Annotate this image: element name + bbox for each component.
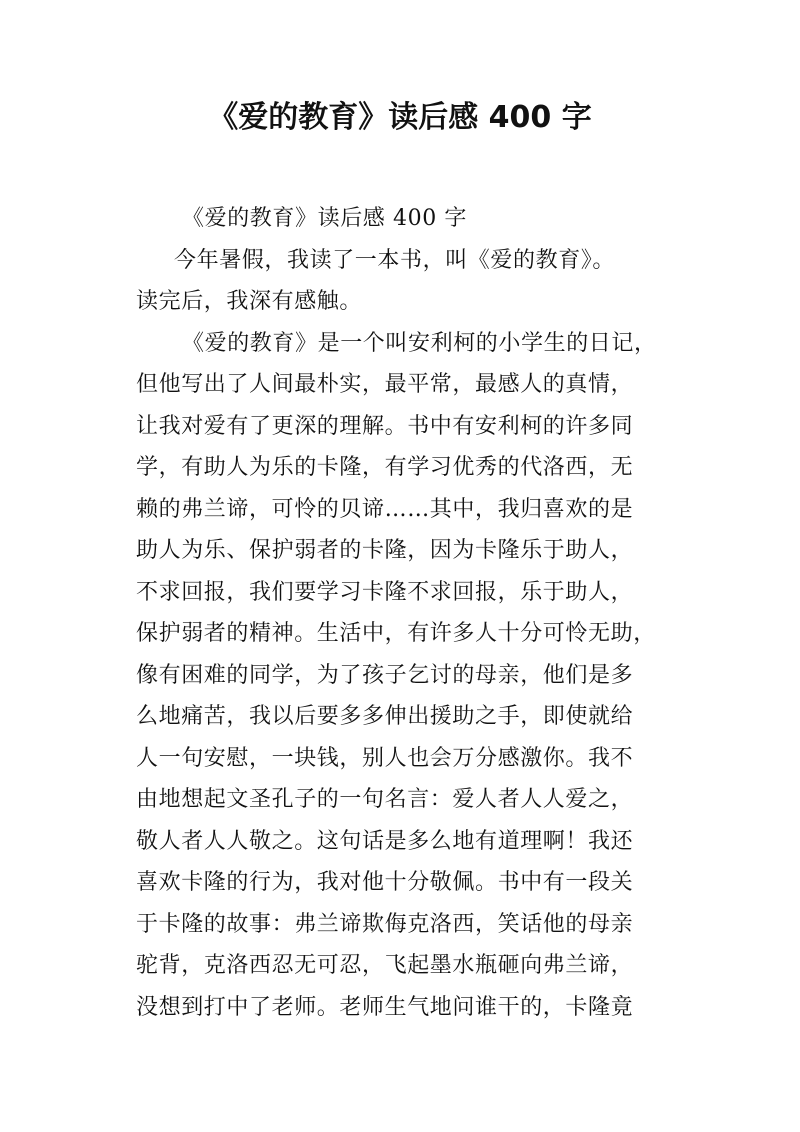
paragraph-2-line-7: 不求回报，我们要学习卡隆不求回报，乐于助人， [136, 579, 634, 605]
body-subtitle-line: 《爱的教育》读后感 400 字 [182, 206, 467, 231]
paragraph-2-line-3: 让我对爱有了更深的理解。书中有安利柯的许多同 [136, 413, 634, 439]
document-body [136, 198, 696, 1028]
paragraph-2-line-12: 由地想起文圣孔子的一句名言：爱人者人人爱之， [136, 787, 634, 812]
paragraph-1-line-1: 今年暑假，我读了一本书，叫《爱的教育》。 [174, 247, 616, 273]
paragraph-2-line-11: 人一句安慰，一块钱，别人也会万分感激你。我不 [136, 745, 634, 771]
paragraph-2-line-13: 敬人者人人敬之。这句话是多么地有道理啊！我还 [136, 828, 634, 854]
paragraph-2-line-6: 助人为乐、保护弱者的卡隆，因为卡隆乐于助人， [136, 538, 634, 563]
paragraph-2-line-15: 于卡隆的故事：弗兰谛欺侮克洛西，笑话他的母亲 [136, 911, 634, 937]
paragraph-2-line-17: 没想到打中了老师。老师生气地问谁干的，卡隆竟 [136, 994, 634, 1020]
paragraph-1-line-2: 读完后，我深有感触。 [136, 289, 363, 314]
paragraph-2-line-2: 但他写出了人间最朴实，最平常，最感人的真情， [136, 372, 634, 397]
paragraph-2-line-5: 赖的弗兰谛，可怜的贝谛……其中，我归喜欢的是 [136, 496, 634, 522]
paragraph-2-line-8: 保护弱者的精神。生活中，有许多人十分可怜无助， [136, 621, 656, 646]
document-title: 《爱的教育》读后感 400 字 [208, 100, 592, 135]
paragraph-2-line-10: 么地痛苦，我以后要多多伸出援助之手，即使就给 [136, 704, 634, 729]
paragraph-2-line-16: 驼背，克洛西忍无可忍，飞起墨水瓶砸向弗兰谛， [136, 953, 634, 978]
paragraph-2-line-4: 学，有助人为乐的卡隆，有学习优秀的代洛西，无 [136, 455, 634, 480]
paragraph-2-line-1: 《爱的教育》是一个叫安利柯的小学生的日记， [182, 330, 657, 356]
paragraph-2-line-14: 喜欢卡隆的行为，我对他十分敬佩。书中有一段关 [136, 870, 634, 895]
paragraph-2-line-9: 像有困难的同学，为了孩子乞讨的母亲，他们是多 [136, 662, 634, 688]
